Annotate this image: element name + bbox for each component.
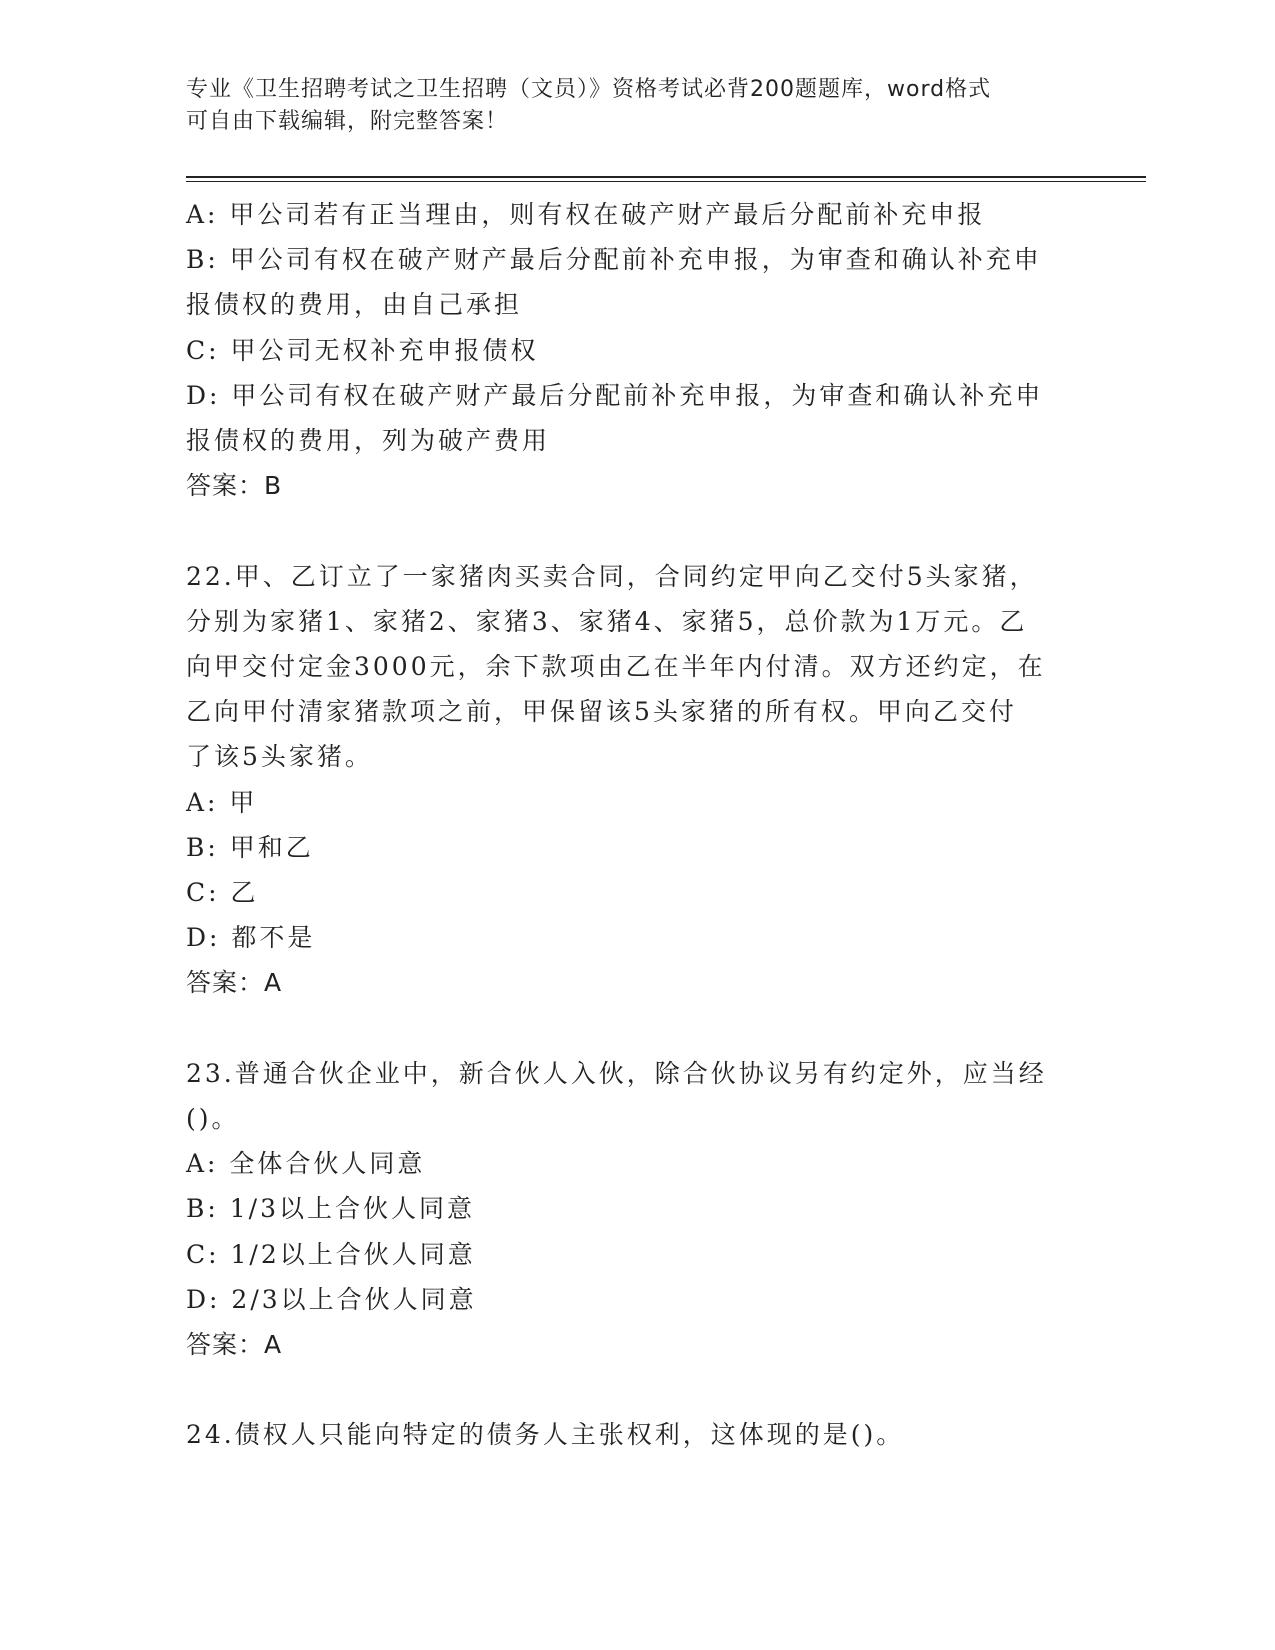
option-line: B: 甲公司有权在破产财产最后分配前补充申报，为审查和确认补充申 <box>186 245 1042 275</box>
question-stem-line: 乙向甲付清家猪款项之前，甲保留该5头家猪的所有权。甲向乙交付 <box>186 697 1017 727</box>
header-line-1: 专业《卫生招聘考试之卫生招聘（文员）》资格考试必背200题题库，word格式 <box>186 77 992 102</box>
option-line: C: 甲公司无权补充申报债权 <box>186 335 539 365</box>
question-stem-line: ()。 <box>186 1104 240 1134</box>
question-stem-line: 向甲交付定金3000元，余下款项由乙在半年内付清。双方还约定，在 <box>186 652 1046 682</box>
answer-line: 答案：A <box>186 1330 283 1360</box>
header-rule-thin <box>186 181 1146 182</box>
option-line: C: 乙 <box>186 878 259 908</box>
question-21 <box>186 192 1086 508</box>
question-content <box>186 192 1086 1458</box>
option-line: 报债权的费用，由自己承担 <box>186 290 523 320</box>
document-header <box>186 74 1086 138</box>
question-22 <box>186 554 1086 1006</box>
answer-line: 答案：B <box>186 471 283 501</box>
option-line: B: 甲和乙 <box>186 832 314 862</box>
header-rule-thick <box>186 176 1146 178</box>
question-stem-line: 了该5头家猪。 <box>186 742 373 772</box>
option-line: B: 1/3以上合伙人同意 <box>186 1194 475 1224</box>
question-stem-line: 23.普通合伙企业中，新合伙人入伙，除合伙协议另有约定外，应当经 <box>186 1058 1047 1088</box>
option-line: D: 都不是 <box>186 923 316 953</box>
question-stem-line: 22.甲、乙订立了一家猪肉买卖合同，合同约定甲向乙交付5头家猪， <box>186 561 1038 591</box>
option-line: A: 甲公司若有正当理由，则有权在破产财产最后分配前补充申报 <box>186 200 986 229</box>
answer-line: 答案：A <box>186 968 283 998</box>
option-line: D: 2/3以上合伙人同意 <box>186 1284 477 1314</box>
question-23 <box>186 1051 1086 1367</box>
option-line: C: 1/2以上合伙人同意 <box>186 1239 476 1269</box>
header-line-2: 可自由下载编辑，附完整答案！ <box>186 109 509 134</box>
question-24 <box>186 1412 1086 1457</box>
question-stem-line: 24.债权人只能向特定的债务人主张权利，这体现的是()。 <box>186 1420 905 1450</box>
option-line: D: 甲公司有权在破产财产最后分配前补充申报，为审查和确认补充申 <box>186 380 1044 410</box>
option-line: A: 甲 <box>186 787 258 817</box>
option-line: A: 全体合伙人同意 <box>186 1149 426 1179</box>
question-stem-line: 分别为家猪1、家猪2、家猪3、家猪4、家猪5，总价款为1万元。乙 <box>186 606 1028 636</box>
option-line: 报债权的费用，列为破产费用 <box>186 426 551 456</box>
